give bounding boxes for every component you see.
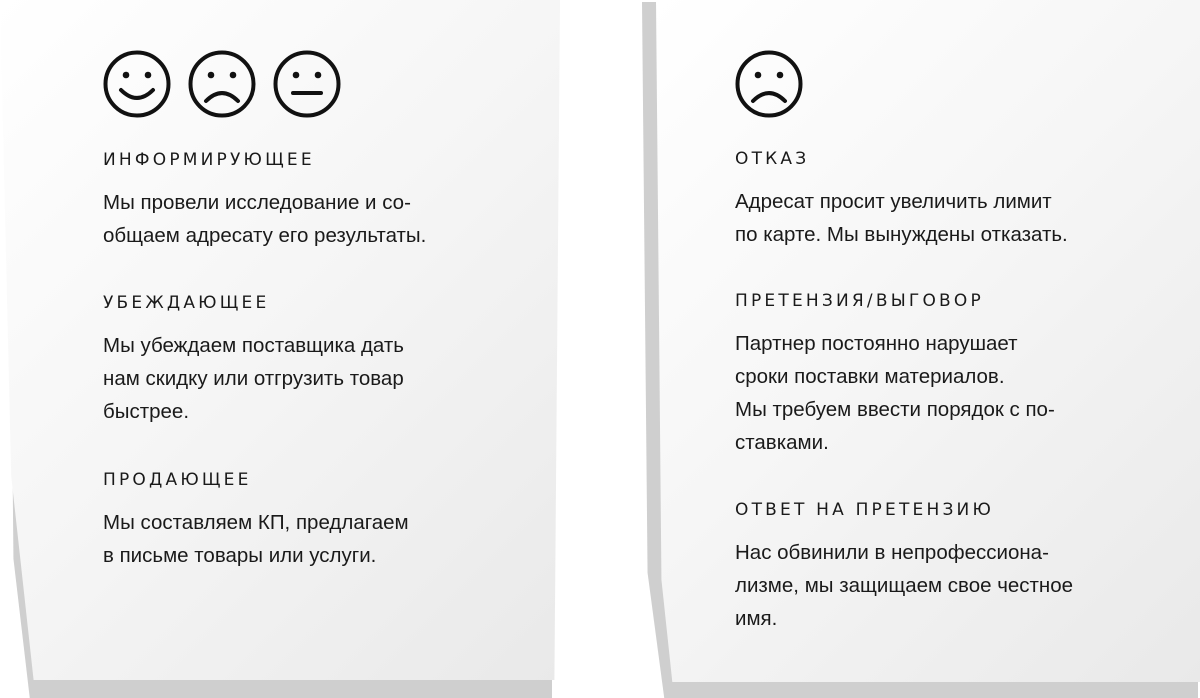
smiling-face-icon: [103, 50, 171, 118]
section-selling: [103, 470, 409, 572]
section-text: Мы убеждаем поставщика дать нам скидку или отгрузить товар быстрее.: [103, 334, 404, 423]
section-heading: ИНФОРМИРУЮЩЕЕ: [103, 150, 315, 170]
section-text: Партнер постоянно нарушает сроки поставки материалов. Мы требуем ввести порядок с по- ставками.: [735, 332, 1055, 454]
section-heading: ОТВЕТ НА ПРЕТЕНЗИЮ: [735, 500, 995, 520]
frowning-face-icon: [188, 50, 256, 118]
section-text: Нас обвинили в непрофессиона- лизме, мы защищаем свое честное имя.: [735, 541, 1074, 630]
left-emoji-row: [103, 50, 341, 118]
section-heading: ОТКАЗ: [735, 149, 810, 169]
section-heading: ПРОДАЮЩЕЕ: [103, 470, 252, 490]
section-informing: [103, 150, 426, 252]
right-emoji-row: [735, 50, 803, 118]
section-text: Адресат просит увеличить лимит по карте. Мы вынуждены отказать.: [735, 190, 1068, 246]
section-heading: ПРЕТЕНЗИЯ/ВЫГОВОР: [735, 291, 984, 311]
section-heading: УБЕЖДАЮЩЕЕ: [103, 293, 270, 313]
section-claim-reprimand: [735, 291, 1055, 459]
section-refusal: [735, 149, 1068, 251]
section-text: Мы провели исследование и со- общаем адресату его результаты.: [103, 191, 427, 247]
section-persuading: [103, 293, 404, 428]
section-text: Мы составляем КП, предлагаем в письме товары или услуги.: [103, 511, 409, 567]
section-claim-response: [735, 500, 1073, 635]
neutral-face-icon: [273, 50, 341, 118]
frowning-face-icon: [735, 50, 803, 118]
